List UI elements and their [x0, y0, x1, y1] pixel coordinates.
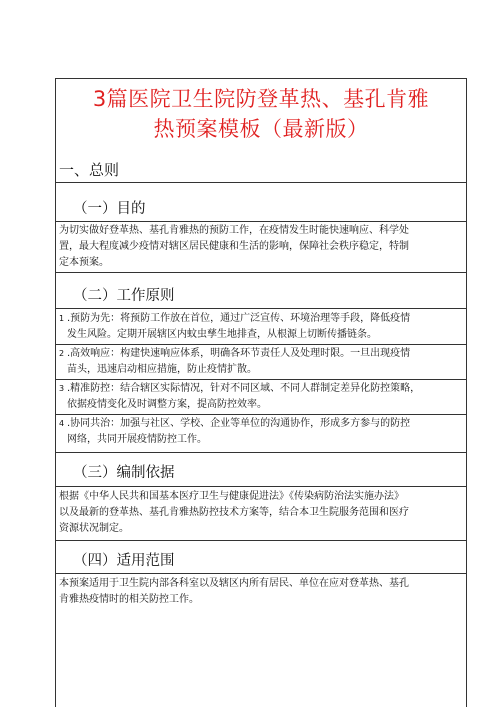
text-line: 以及最新的登革热、基孔肯雅热防控技术方案等，结合本卫生院服务范围和医疗 — [59, 507, 409, 518]
document-title-line-1: 3篇医院卫生院防登革热、基孔肯雅 — [92, 87, 430, 111]
list-number: 3 — [59, 384, 65, 393]
divider — [56, 308, 466, 309]
text-line: .预防为先：将预防工作放在首位，通过广泛宣传、环境治理等手段，降低疫情 — [67, 313, 411, 324]
document-title-line-2: 热预案模板（最新版） — [153, 117, 369, 141]
divider — [56, 414, 466, 415]
divider — [56, 486, 466, 487]
divider — [56, 540, 466, 541]
list-number: 2 — [59, 349, 65, 358]
heading-purpose: （一）目的 — [73, 201, 146, 217]
list-number: 1 — [59, 314, 65, 323]
list-item — [59, 416, 463, 448]
heading-principles: （二）工作原则 — [73, 288, 175, 304]
text-line: 依据疫情变化及时调整方案，提高防控效率。 — [67, 399, 267, 410]
paragraph-scope — [59, 576, 463, 608]
text-line: 肯雅热疫情时的相关防控工作。 — [59, 594, 199, 605]
divider — [56, 573, 466, 574]
text-line: 根据《中华人民共和国基本医疗卫生与健康促进法》《传染病防治法实施办法》 — [59, 491, 404, 502]
text-line: 网络，共同开展疫情防控工作。 — [67, 434, 207, 445]
divider — [56, 379, 466, 380]
text-line: 定本预案。 — [59, 257, 109, 268]
paragraph-purpose — [59, 223, 463, 271]
text-line: 置，最大程度减少疫情对辖区居民健康和生活的影响，保障社会秩序稳定，特制 — [59, 241, 409, 252]
list-item — [59, 346, 463, 378]
paragraph-basis — [59, 489, 463, 537]
divider — [56, 452, 466, 453]
divider — [56, 221, 466, 222]
divider — [56, 272, 466, 273]
list-item — [59, 381, 463, 413]
list-number: 4 — [59, 419, 65, 428]
heading-scope: （四）适用范围 — [73, 553, 175, 569]
text-line: 资源状况制定。 — [59, 523, 129, 534]
divider — [56, 344, 466, 345]
text-line: 为切实做好登革热、基孔肯雅热的预防工作，在疫情发生时能快速响应、科学处 — [59, 225, 409, 236]
text-line: 本预案适用于卫生院内部各科室以及辖区内所有居民、单位在应对登革热、基孔 — [59, 578, 409, 589]
list-item — [59, 311, 463, 343]
text-line: .精准防控：结合辖区实际情况，针对不同区域、不同人群制定差异化防控策略， — [67, 383, 421, 394]
section-heading-general: 一、总则 — [59, 161, 120, 179]
text-line: 发生风险。定期开展辖区内蚊虫孳生地排查，从根源上切断传播链条。 — [67, 329, 377, 340]
text-line: 苗头，迅速启动相应措施，防止疫情扩散。 — [67, 364, 257, 375]
text-line: .协同共治：加强与社区、学校、企业等单位的沟通协作，形成多方参与的防控 — [67, 418, 411, 429]
divider — [56, 182, 466, 183]
text-line: .高效响应：构建快速响应体系，明确各环节责任人及处理时限。一旦出现疫情 — [67, 348, 411, 359]
heading-basis: （三）编制依据 — [73, 465, 175, 481]
